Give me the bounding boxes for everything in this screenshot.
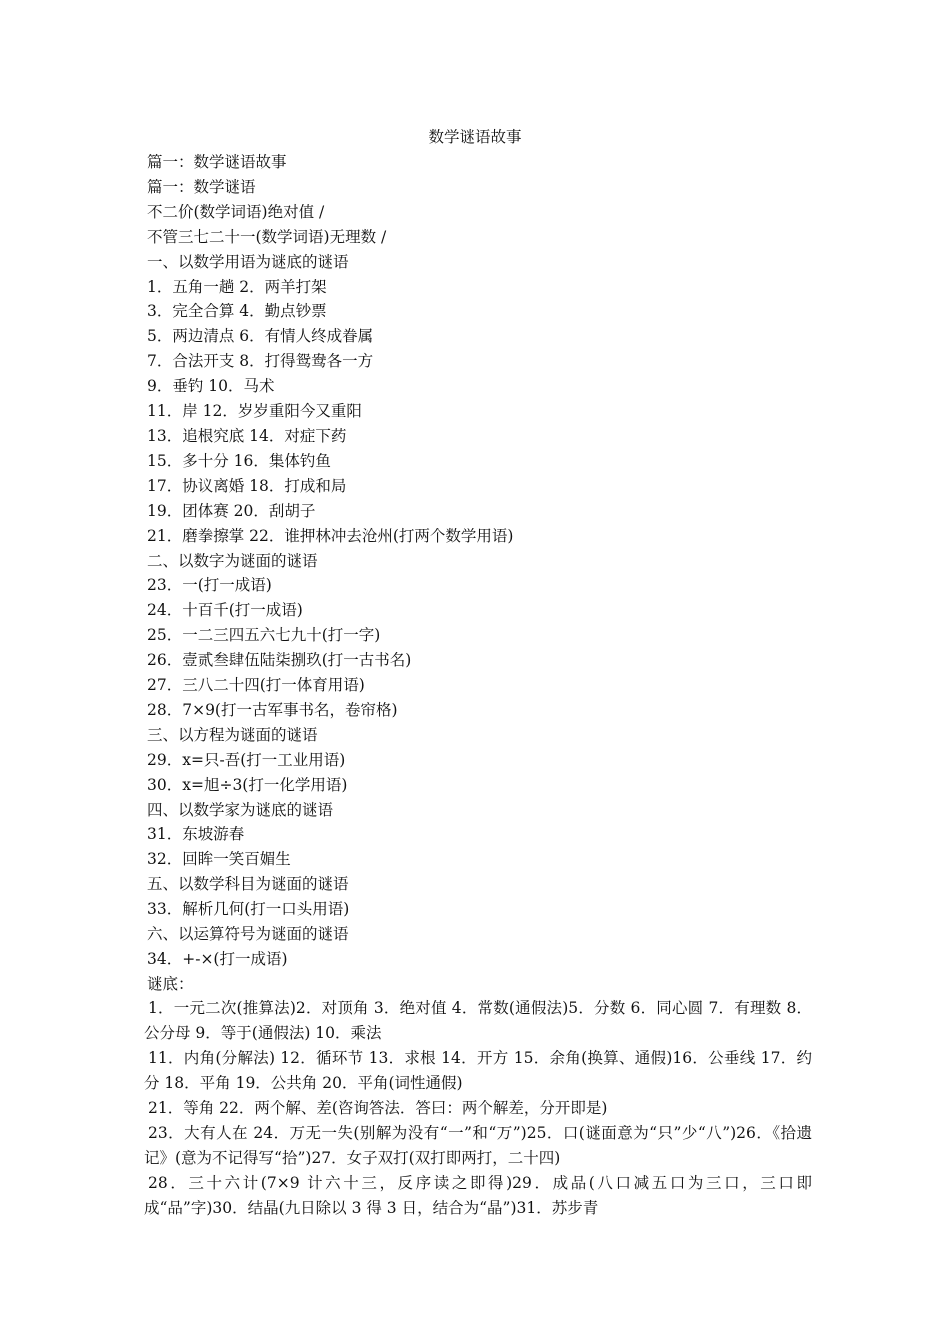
riddle-line: 32．回眸一笑百媚生 [147,850,291,869]
document-title: 数学谜语故事 [428,128,522,146]
riddle-line: 17．协议离婚 18．打成和局 [147,476,347,495]
answer-paragraph: 1．一元二次(推算法)2．对顶角 3．绝对值 4．常数(通假法)5．分数 6．同心圆 7．有理数 8．公分母 9．等于(通假法) 10．乘法 [144,999,812,1042]
answer-paragraph: 23．大有人在 24．万无一失(别解为没有“一”和“万”)25．口(谜面意为“只”少“八”)26．《拾遗记》(意为不记得写“拾”)27．女子双打(双打即两打，二十四) [144,1124,812,1167]
riddle-line: 26．壹贰叁肆伍陆柒捌玖(打一古书名) [147,651,412,670]
answers-heading: 谜底： [147,974,194,993]
riddle-line: 30．x=旭÷3(打一化学用语) [147,775,348,794]
riddle-line: 24．十百千(打一成语) [147,601,303,620]
section-heading: 五、以数学科目为谜面的谜语 [147,875,349,894]
riddle-line: 25．一二三四五六七九十(打一字) [147,626,381,645]
text-line: 不二价(数学词语)绝对值 / [147,202,325,221]
answer-paragraph: 21．等角 22．两个解、差(咨询答法．答曰：两个解差，分开即是) [148,1099,608,1117]
section-heading: 一、以数学用语为谜底的谜语 [147,252,349,271]
riddle-line: 29．x=只-吾(打一工业用语) [147,750,346,769]
riddle-line: 13．追根究底 14．对症下药 [147,426,347,445]
section-heading: 四、以数学家为谜底的谜语 [147,800,334,819]
riddle-line: 23．一(打一成语) [147,576,272,595]
riddle-line: 5．两边清点 6．有情人终成眷属 [147,327,374,346]
riddle-list [147,150,812,997]
section-heading: 二、以数字为谜面的谜语 [147,551,318,570]
riddle-line: 21．磨拳擦掌 22．谁押林冲去沧州(打两个数学用语) [147,526,514,545]
riddle-line: 27．三八二十四(打一体育用语) [147,676,365,695]
answer-paragraph: 28．三十六计(7×9 计六十三，反序读之即得)29．成品(八口减五口为三口，三口即成“品”字)30．结晶(九日除以 3 得 3 日，结合为“晶”)31．苏步青 [144,1174,812,1217]
riddle-line: 34．+-×(打一成语) [147,950,288,968]
riddle-line: 1．五角一趟 2．两羊打架 [147,277,327,296]
section-heading: 六、以运算符号为谜面的谜语 [147,925,349,944]
riddle-line: 28．7×9(打一古军事书名，卷帘格) [147,700,398,719]
riddle-line: 33．解析几何(打一口头用语) [147,900,350,919]
answers-block [144,996,812,1221]
riddle-line: 11．岸 12．岁岁重阳今又重阳 [147,402,362,421]
text-line: 篇一：数学谜语故事 [147,153,287,171]
riddle-line: 7．合法开支 8．打得鸳鸯各一方 [147,352,374,371]
section-heading: 三、以方程为谜面的谜语 [147,725,318,744]
riddle-line: 31．东坡游春 [147,825,245,844]
riddle-line: 19．团体赛 20．刮胡子 [147,501,316,520]
riddle-line: 15．多十分 16．集体钓鱼 [147,451,331,470]
text-line: 不管三七二十一(数学词语)无理数 / [147,227,387,246]
riddle-line: 3．完全合算 4．勤点钞票 [147,302,327,321]
text-line: 篇一：数学谜语 [147,177,256,196]
answer-paragraph: 11．内角(分解法) 12．循环节 13．求根 14．开方 15．余角(换算、通假)16．公垂线 17．约分 18．平角 19．公共角 20．平角(词性通假) [144,1049,812,1092]
riddle-line: 9．垂钓 10．马术 [147,377,275,396]
